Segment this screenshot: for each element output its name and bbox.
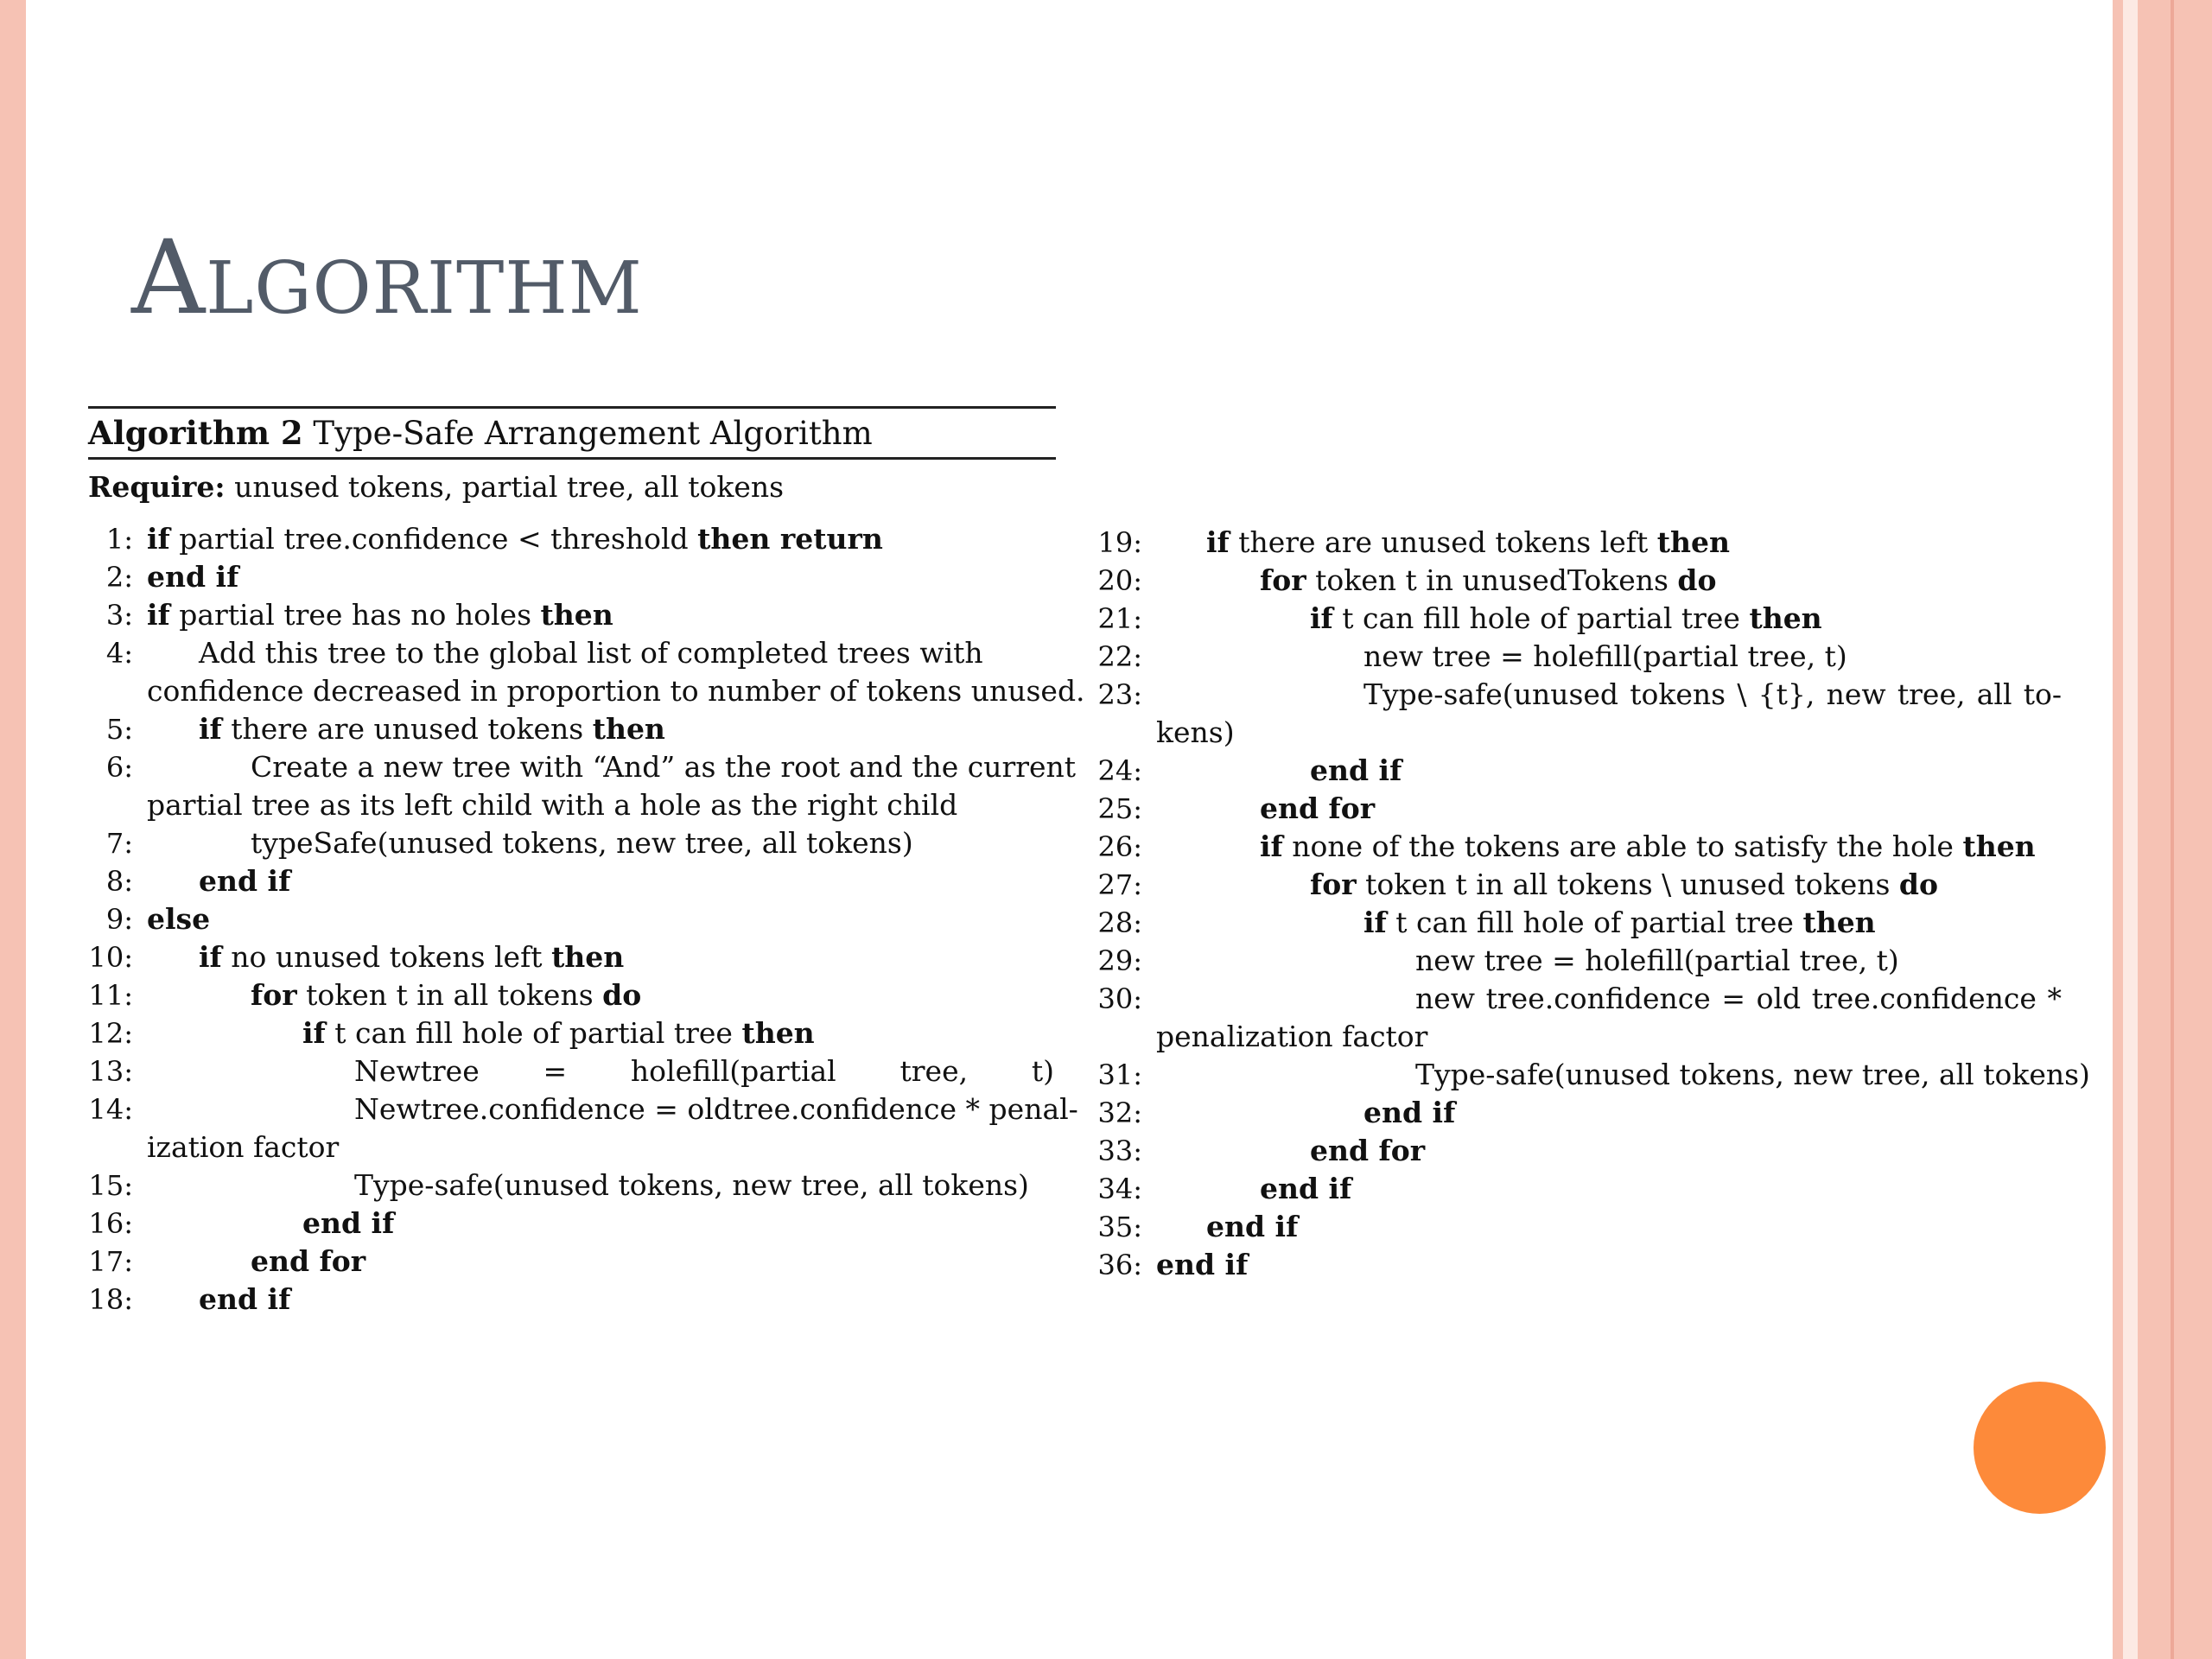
- line-number: 8:: [105, 865, 133, 898]
- keyword: then: [1656, 525, 1730, 559]
- keyword: else: [147, 902, 211, 936]
- line-text: [1415, 942, 1899, 980]
- line-number: 6:: [105, 751, 133, 784]
- statement-text: t can fill hole of partial tree: [1386, 906, 1803, 939]
- algorithm-header-rule: [88, 457, 1056, 460]
- line-number: 11:: [88, 979, 133, 1012]
- line-text: [147, 1128, 339, 1166]
- line-text: [1260, 1170, 1351, 1208]
- keyword: end for: [251, 1244, 366, 1278]
- keyword: then: [551, 940, 625, 974]
- keyword: then: [1749, 601, 1822, 635]
- line-text: [1363, 638, 1847, 676]
- line-text: [251, 1243, 365, 1281]
- right-border-line: [2171, 0, 2174, 1659]
- keyword: end if: [1260, 1172, 1352, 1205]
- line-number: 7:: [105, 827, 133, 860]
- statement-text: Type-safe(unused tokens \ {t}, new tree, all to-: [1363, 677, 2062, 711]
- keyword: end if: [302, 1206, 395, 1240]
- statement-text: token t in all tokens: [296, 978, 603, 1012]
- line-number: 33:: [1097, 1135, 1142, 1167]
- line-text: [199, 862, 290, 900]
- keyword: do: [602, 978, 642, 1012]
- statement-text: there are unused tokens left: [1229, 525, 1657, 559]
- statement-text: new tree.confidence = old tree.confidence *: [1415, 982, 2062, 1015]
- line-text: [199, 710, 665, 748]
- statement-text: new tree = holefill(partial tree, t): [1415, 944, 1899, 977]
- line-text: [147, 520, 883, 558]
- statement-text: partial tree.confidence < threshold: [169, 522, 698, 556]
- line-number: 1:: [105, 523, 133, 556]
- line-number: 35:: [1097, 1211, 1142, 1243]
- keyword: for: [1260, 563, 1306, 597]
- line-number: 34:: [1097, 1173, 1142, 1205]
- keyword: end for: [1310, 1134, 1426, 1167]
- line-number: 5:: [105, 713, 133, 746]
- line-text: [1156, 714, 1235, 752]
- line-number: 27:: [1097, 868, 1142, 901]
- line-text: [1156, 1018, 1427, 1056]
- statement-text: ization factor: [147, 1130, 340, 1164]
- statement-text: typeSafe(unused tokens, new tree, all tokens): [251, 826, 913, 860]
- algorithm-name: Type-Safe Arrangement Algorithm: [313, 415, 873, 452]
- line-number: 36:: [1097, 1249, 1142, 1281]
- line-text: [1415, 980, 2062, 1018]
- statement-text: partial tree as its left child with a hole as the right child: [147, 788, 958, 822]
- line-text: [1260, 790, 1375, 828]
- keyword: end if: [1310, 753, 1402, 787]
- line-text: [147, 672, 1085, 710]
- statement-text: token t in all tokens \ unused tokens: [1356, 868, 1899, 901]
- line-number: 22:: [1097, 640, 1142, 673]
- keyword: do: [1677, 563, 1717, 597]
- keyword: end if: [199, 1282, 291, 1316]
- algorithm-label: Algorithm 2: [88, 414, 303, 452]
- keyword: then: [1962, 830, 2036, 863]
- statement-text: Newtree.confidence = oldtree.confidence * penal-: [354, 1092, 1078, 1126]
- line-text: [1310, 866, 1938, 904]
- keyword: if: [199, 712, 222, 746]
- line-number: 15:: [88, 1169, 133, 1202]
- line-number: 24:: [1097, 754, 1142, 787]
- line-number: 3:: [105, 599, 133, 632]
- statement-text: penalization factor: [1156, 1020, 1428, 1053]
- statement-text: none of the tokens are able to satisfy the hole: [1282, 830, 1963, 863]
- line-text: [1310, 752, 1402, 790]
- statement-text: Create a new tree with “And” as the root and the current: [251, 750, 1077, 784]
- line-text: [147, 558, 238, 596]
- line-number: 9:: [105, 903, 133, 936]
- statement-text: new tree = holefill(partial tree, t): [1363, 639, 1847, 673]
- line-number: 16:: [88, 1207, 133, 1240]
- keyword: then return: [697, 522, 883, 556]
- require-label: Require:: [88, 470, 226, 504]
- algorithm-require: [88, 468, 784, 506]
- keyword: then: [540, 598, 613, 632]
- keyword: if: [199, 940, 222, 974]
- line-text: [147, 596, 613, 634]
- line-number: 10:: [88, 941, 133, 974]
- line-number: 2:: [105, 561, 133, 594]
- line-text: [302, 1205, 394, 1243]
- keyword: if: [147, 522, 170, 556]
- keyword: if: [1310, 601, 1333, 635]
- keyword: if: [1206, 525, 1230, 559]
- statement-text: Type-safe(unused tokens, new tree, all tokens): [1415, 1058, 2090, 1091]
- line-text: [147, 900, 210, 938]
- line-number: 12:: [88, 1017, 133, 1050]
- keyword: end for: [1260, 791, 1376, 825]
- line-text: [199, 1281, 290, 1319]
- keyword: then: [1802, 906, 1876, 939]
- line-text: [199, 938, 624, 976]
- algorithm-top-rule: [88, 406, 1056, 409]
- keyword: end if: [1206, 1210, 1299, 1243]
- line-text: [147, 786, 957, 824]
- line-number: 18:: [88, 1283, 133, 1316]
- line-number: 30:: [1097, 982, 1142, 1015]
- line-number: 4:: [105, 637, 133, 670]
- statement-text: token t in unusedTokens: [1306, 563, 1678, 597]
- statement-text: t can fill hole of partial tree: [325, 1016, 742, 1050]
- statement-text: no unused tokens left: [221, 940, 552, 974]
- statement-text: Add this tree to the global list of completed trees with: [199, 636, 983, 670]
- line-text: [1310, 600, 1822, 638]
- keyword: if: [147, 598, 170, 632]
- line-number: 26:: [1097, 830, 1142, 863]
- line-text: [354, 1166, 1029, 1205]
- right-border-inner: [2113, 0, 2123, 1659]
- line-number: 19:: [1097, 526, 1142, 559]
- line-text: [302, 1014, 815, 1052]
- line-text: [251, 748, 1076, 786]
- line-number: 29:: [1097, 944, 1142, 977]
- line-text: [354, 1052, 1054, 1090]
- left-border-bar: [0, 0, 26, 1659]
- line-text: [1415, 1056, 2090, 1094]
- line-number: 21:: [1097, 602, 1142, 635]
- line-text: [1206, 1208, 1298, 1246]
- line-text: [1260, 562, 1717, 600]
- right-border-stripe: [2123, 0, 2138, 1659]
- line-number: 28:: [1097, 906, 1142, 939]
- keyword: then: [741, 1016, 815, 1050]
- keyword: then: [592, 712, 665, 746]
- statement-text: confidence decreased in proportion to number of tokens unused.: [147, 674, 1085, 708]
- keyword: if: [1363, 906, 1387, 939]
- statement-text: Newtree = holefill(partial tree, t): [354, 1054, 1054, 1088]
- line-number: 23:: [1097, 678, 1142, 711]
- line-text: [199, 634, 983, 672]
- line-text: [1156, 1246, 1248, 1284]
- keyword: if: [1260, 830, 1283, 863]
- line-number: 14:: [88, 1093, 133, 1126]
- keyword: end if: [199, 864, 291, 898]
- statement-text: there are unused tokens: [221, 712, 593, 746]
- line-text: [251, 824, 913, 862]
- line-number: 32:: [1097, 1096, 1142, 1129]
- line-text: [1260, 828, 2036, 866]
- statement-text: Type-safe(unused tokens, new tree, all tokens): [354, 1168, 1029, 1202]
- line-text: [354, 1090, 1078, 1128]
- right-border-outer: [2138, 0, 2212, 1659]
- line-text: [1363, 904, 1876, 942]
- line-text: [1363, 676, 2062, 714]
- statement-text: kens): [1156, 715, 1235, 749]
- algorithm-header: [88, 411, 873, 455]
- require-text: unused tokens, partial tree, all tokens: [234, 470, 785, 504]
- line-number: 20:: [1097, 564, 1142, 597]
- line-text: [1206, 524, 1730, 562]
- statement-text: partial tree has no holes: [169, 598, 541, 632]
- line-text: [251, 976, 641, 1014]
- keyword: do: [1898, 868, 1939, 901]
- keyword: for: [1310, 868, 1357, 901]
- line-number: 13:: [88, 1055, 133, 1088]
- keyword: for: [251, 978, 297, 1012]
- slide-title: Algorithm: [131, 218, 643, 337]
- line-text: [1363, 1094, 1455, 1132]
- orange-circle-decoration: [1974, 1382, 2106, 1514]
- keyword: if: [302, 1016, 326, 1050]
- line-number: 25:: [1097, 792, 1142, 825]
- line-number: 31:: [1097, 1058, 1142, 1091]
- keyword: end if: [1156, 1248, 1249, 1281]
- line-text: [1310, 1132, 1425, 1170]
- keyword: end if: [1363, 1096, 1456, 1129]
- line-number: 17:: [88, 1245, 133, 1278]
- statement-text: t can fill hole of partial tree: [1332, 601, 1750, 635]
- keyword: end if: [147, 560, 239, 594]
